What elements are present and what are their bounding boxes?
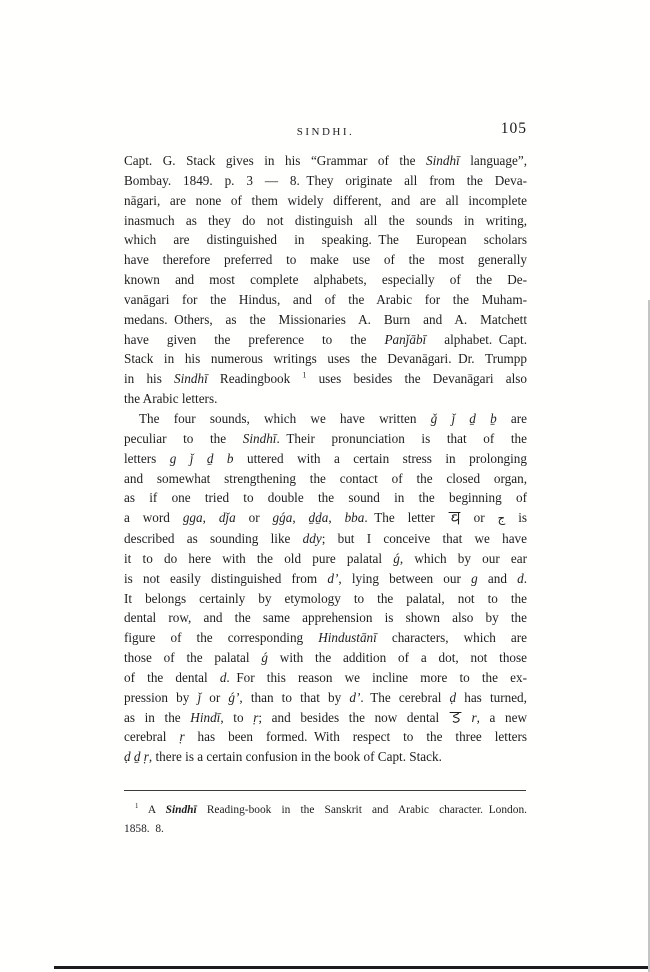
text-line: of the dental d. For this reason we incline more to the ex- (124, 669, 527, 685)
text-line: is not easily distinguished from d’, lying between our g and d. (124, 570, 527, 586)
devanagari-ja-glyph (448, 508, 461, 528)
text-line: have given the preference to the Panǰābī alphabet. Capt. (124, 331, 527, 347)
text-line: vanāgari for the Hindus, and of the Arabic for the Muham- (124, 291, 527, 307)
text-line: it to do here with the old pure palatal ǵ, which by our ear (124, 550, 528, 566)
scan-edge-bottom (54, 966, 650, 969)
text-line: 1858. 8. (124, 823, 164, 835)
text-line: which are distinguished in speaking. The European scholars (124, 232, 527, 248)
text-line: figure of the corresponding Hindustānī characters, which are (124, 630, 527, 646)
text-line: It belongs certainly by etymology to the palatal, not to the (124, 590, 527, 606)
text-line: those of the palatal ǵ with the addition of a dot, not those (124, 650, 528, 666)
text-line: ḍ ḏ ṛ, there is a certain confusion in the book of Capt. Stack. (124, 749, 442, 765)
text-line: medans. Others, as the Missionaries A. Burn and A. Matchett (124, 311, 527, 327)
text-line: Capt. G. Stack gives in his “Grammar of the Sindhī language”, (124, 153, 527, 168)
text-line: described as sounding like ddy; but I conceive that we have (124, 531, 528, 547)
text-line: a word gga, dǰa or gǵa, ḏḏa, bba. The letter or ج is (124, 508, 527, 529)
text-line: peculiar to the Sindhī. Their pronunciation is that of the (124, 430, 527, 446)
footnote (124, 801, 527, 839)
text-line: the Arabic letters. (124, 391, 218, 407)
page-number: 105 (500, 120, 527, 137)
devanagari-dda-glyph (449, 708, 462, 728)
text-line: dental row, and the same apprehension is shown also by the (124, 610, 527, 626)
text-line: nāgari, are none of them widely different, and are all incomplete (124, 192, 527, 208)
text-line: Bombay. 1849. p. 3 — 8. They originate all from the Deva- (124, 172, 527, 188)
text-line: inasmuch as they do not distinguish all the sounds in writing, (124, 212, 527, 228)
footnote-separator (124, 790, 526, 791)
arabic-jeem-glyph: ج (497, 511, 506, 526)
text-line: cerebral ṛ has been formed. With respect to the three letters (124, 729, 527, 745)
text-line: in his Sindhī Readingbook $^1$ uses besides the Devanāgari also (124, 370, 527, 387)
text-line: $^1$ A Sindhī Reading-book in the Sanskrit and Arabic character. London. (135, 803, 527, 816)
text-line: as if one tried to double the sound in the beginning of (124, 490, 527, 506)
text-line: and somewhat strengthening the contact of the closed organ, (124, 470, 527, 486)
text-line: The four sounds, which we have written ǧ ǰ ḏ ḇ are (139, 410, 527, 426)
text-line: known and most complete alphabets, especially of the De- (124, 272, 527, 288)
text-line: have therefore preferred to make use of the most generally (124, 252, 527, 268)
text-line: as in the Hindī, to ṛ; and besides the now dental r, a new (124, 708, 527, 728)
text-line: letters g ǰ ḏ b uttered with a certain stress in prolonging (124, 450, 527, 466)
text-line: Stack in his numerous writings uses the Devanāgari. Dr. Trumpp (124, 351, 527, 367)
main-text (124, 151, 527, 767)
running-title: SINDHI. (296, 126, 355, 138)
text-line: pression by ǰ or ǵ’, than to that by d’. The cerebral ḍ has turned, (124, 689, 527, 705)
page-header (124, 120, 527, 142)
